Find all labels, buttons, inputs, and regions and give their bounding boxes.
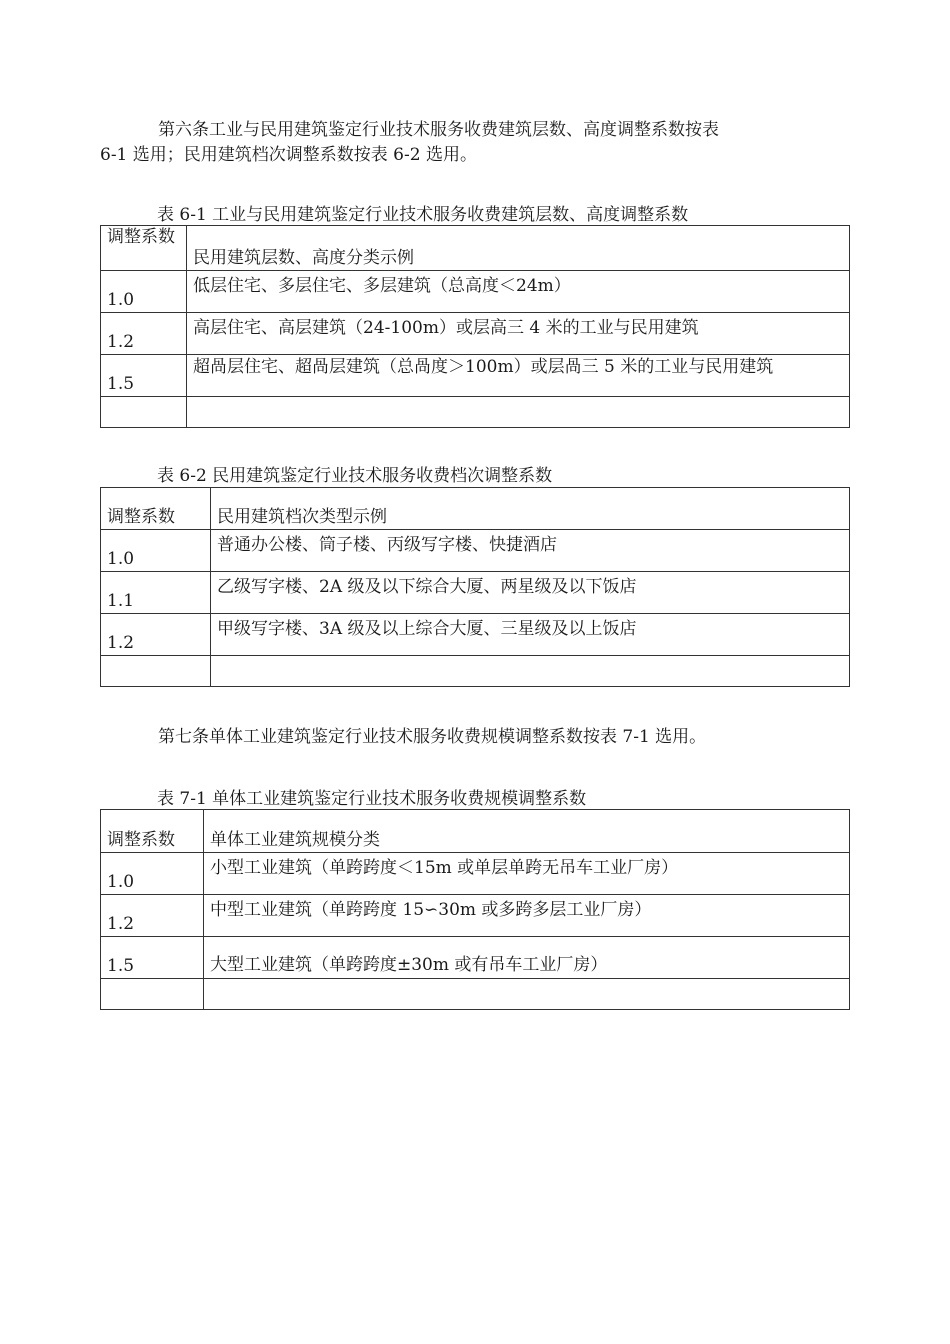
empty-cell (211, 656, 850, 687)
table-6-2 (100, 487, 850, 687)
table-6-1 (100, 225, 850, 428)
table-6-2-caption: 表 6-2 民用建筑鉴定行业技术服务收费档次调整系数 (157, 466, 553, 486)
description-cell: 普通办公楼、筒子楼、丙级写字楼、快捷酒店 (211, 530, 850, 572)
table-header-row (101, 810, 850, 853)
empty-cell (101, 656, 211, 687)
table-row (101, 572, 850, 614)
table-row (101, 853, 850, 895)
article-6-paragraph (100, 118, 850, 168)
table-row (101, 895, 850, 937)
table-empty-row (101, 656, 850, 687)
description-cell: 低层住宅、多层住宅、多层建筑（总高度＜24m） (187, 271, 850, 313)
coefficient-cell: 1.2 (101, 614, 211, 656)
coefficient-cell: 1.5 (101, 937, 204, 979)
article-6-line-2: 6-1 选用；民用建筑档次调整系数按表 6-2 选用。 (100, 145, 477, 165)
description-cell: 大型工业建筑（单跨跨度±30m 或有吊车工业厂房） (204, 937, 850, 979)
header-coefficient: 调整系数 (101, 488, 211, 530)
table-7-1 (100, 809, 850, 1010)
table-row (101, 271, 850, 313)
description-cell: 甲级写字楼、3A 级及以上综合大厦、三星级及以上饭店 (211, 614, 850, 656)
table-header-row (101, 226, 850, 271)
article-6-line-1: 第六条工业与民用建筑鉴定行业技术服务收费建筑层数、高度调整系数按表 (158, 120, 719, 140)
empty-cell (187, 397, 850, 428)
coefficient-cell: 1.0 (101, 271, 187, 313)
header-coefficient: 调整系数 (101, 810, 204, 853)
header-category: 民用建筑层数、高度分类示例 (187, 226, 850, 271)
description-cell: 超咼层住宅、超咼层建筑（总咼度＞100m）或层咼三 5 米的工业与民用建筑 (187, 355, 850, 397)
table-7-1-caption: 表 7-1 单体工业建筑鉴定行业技术服务收费规模调整系数 (157, 789, 587, 809)
table-empty-row (101, 979, 850, 1010)
table-row (101, 530, 850, 572)
description-cell: 中型工业建筑（单跨跨度 15∽30m 或多跨多层工业厂房） (204, 895, 850, 937)
empty-cell (101, 397, 187, 428)
description-cell: 乙级写字楼、2A 级及以下综合大厦、两星级及以下饭店 (211, 572, 850, 614)
table-row (101, 614, 850, 656)
article-7-line-1: 第七条单体工业建筑鉴定行业技术服务收费规模调整系数按表 7-1 选用。 (158, 727, 707, 747)
table-empty-row (101, 397, 850, 428)
header-category: 单体工业建筑规模分类 (204, 810, 850, 853)
empty-cell (101, 979, 204, 1010)
table-6-1-caption: 表 6-1 工业与民用建筑鉴定行业技术服务收费建筑层数、高度调整系数 (157, 205, 689, 225)
table-row (101, 355, 850, 397)
coefficient-cell: 1.5 (101, 355, 187, 397)
header-category: 民用建筑档次类型示例 (211, 488, 850, 530)
coefficient-cell: 1.2 (101, 313, 187, 355)
table-row (101, 313, 850, 355)
description-cell: 高层住宅、高层建筑（24-100m）或层高三 4 米的工业与民用建筑 (187, 313, 850, 355)
table-row (101, 937, 850, 979)
article-7-paragraph (100, 725, 850, 750)
coefficient-cell: 1.0 (101, 530, 211, 572)
table-header-row (101, 488, 850, 530)
description-cell: 小型工业建筑（单跨跨度＜15m 或单层单跨无吊车工业厂房） (204, 853, 850, 895)
empty-cell (204, 979, 850, 1010)
coefficient-cell: 1.0 (101, 853, 204, 895)
coefficient-cell: 1.2 (101, 895, 204, 937)
header-coefficient: 调整系数 (101, 226, 187, 271)
coefficient-cell: 1.1 (101, 572, 211, 614)
